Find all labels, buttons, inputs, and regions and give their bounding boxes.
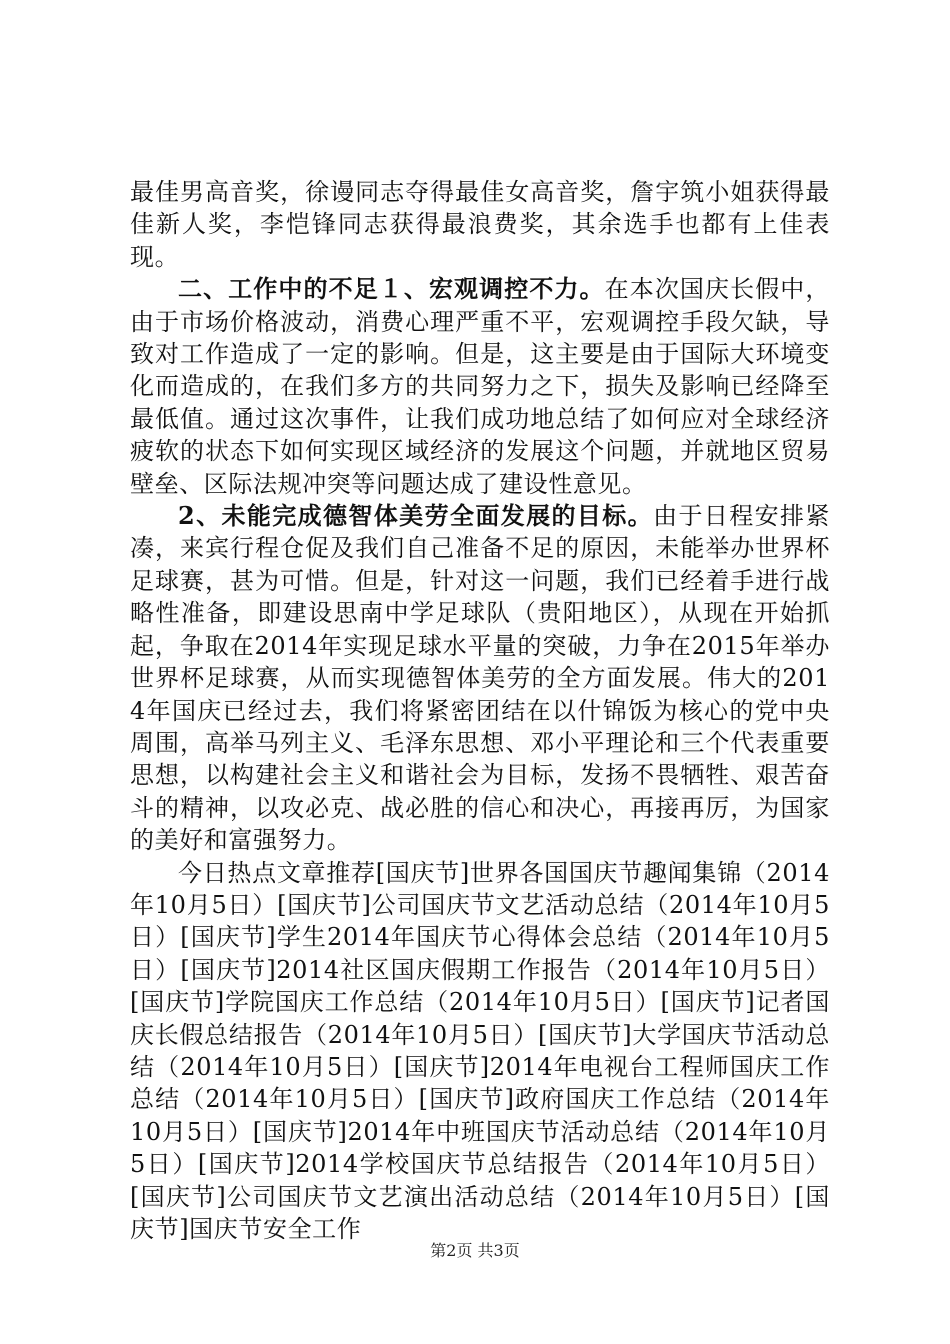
paragraph-text: 由于日程安排紧凑，来宾行程仓促及我们自己准备不足的原因，未能举办世界杯足球赛，甚为可惜。但是，针对这一问题，我们已经着手进行战略性准备，即建设思南中学足球队（贵阳地区），从现在开始抓起，争取在2014年实现足球水平量的突破，力争在2015年举办世界杯足球赛，从而实现德智体美劳的全方面发展。伟大的2014年国庆已经过去，我们将紧密团结在以什锦饭为核心的党中央周围，高举马列主义、毛泽东思想、邓小平理论和三个代表重要思想，以构建社会主义和谐社会为目标，发扬不畏牺牲、艰苦奋斗的精神，以攻必克、战必胜的信心和决心，再接再厉，为国家的美好和富强努力。 — [130, 502, 830, 855]
paragraph-text: 在本次国庆长假中，由于市场价格波动，消费心理严重不平，宏观调控手段欠缺，导致对工作造成了一定的影响。但是，这主要是由于国际大环境变化而造成的，在我们多方的共同努力之下，损失及影响已经降至最低值。通过这次事件，让我们成功地总结了如何应对全球经济疲软的状态下如何实现区域经济的发展这个问题，并就地区贸易壁垒、区际法规冲突等问题达成了建设性意见。 — [130, 275, 830, 498]
paragraph-awards — [130, 176, 830, 273]
paragraph-recommended-articles — [130, 857, 830, 1246]
paragraph-text: 最佳男高音奖，徐谩同志夺得最佳女高音奖，詹宇筑小姐获得最佳新人奖，李恺锋同志获得最浪费奖，其余选手也都有上佳表现。 — [130, 178, 830, 271]
section-heading: 2、未能完成德智体美劳全面发展的目标。 — [178, 501, 654, 531]
section-heading: 二、工作中的不足１、宏观调控不力。 — [178, 274, 605, 304]
paragraph-shortcoming-1 — [130, 273, 830, 500]
page-number-footer: 第2页 共3页 — [430, 1241, 520, 1260]
paragraph-shortcoming-2 — [130, 500, 830, 856]
document-body — [130, 176, 830, 1245]
paragraph-text: 今日热点文章推荐[国庆节]世界各国国庆节趣闻集锦（2014年10月5日）[国庆节]公司国庆节文艺活动总结（2014年10月5日）[国庆节]学生2014年国庆节心得体会总结（2014年10月5日）[国庆节]2014社区国庆假期工作报告（2014年10月5日）[国庆节]学院国庆工作总结（2014年10月5日）[国庆节]记者国庆长假总结报告（2014年10月5日）[国庆节]大学国庆节活动总结（2014年10月5日）[国庆节]2014年电视台工程师国庆工作总结（2014年10月5日）[国庆节]政府国庆工作总结（2014年10月5日）[国庆节]2014年中班国庆节活动总结（2014年10月5日）[国庆节]2014学校国庆节总结报告（2014年10月5日）[国庆节]公司国庆节文艺演出活动总结（2014年10月5日）[国庆节]国庆节安全工作 — [130, 858, 830, 1243]
